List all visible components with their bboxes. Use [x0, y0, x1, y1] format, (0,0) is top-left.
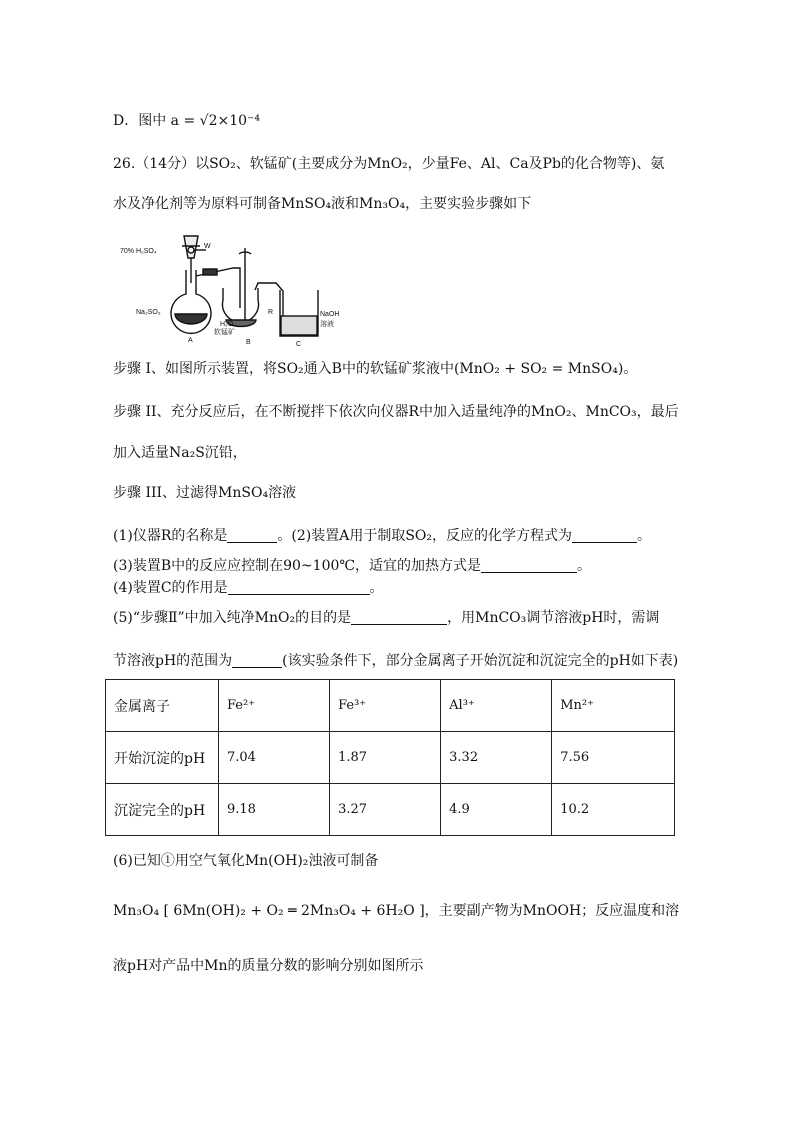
q3-text: (3)装置B中的反应应控制在90~100℃，适宜的加热方式是 [113, 558, 482, 574]
table-cell: 1.87 [330, 732, 441, 784]
question-4 [113, 577, 384, 597]
table-cell: 7.56 [552, 732, 675, 784]
q2-end: 。 [637, 528, 651, 544]
label-soln: 溶液 [320, 321, 334, 328]
question-6-line2 [113, 900, 679, 920]
table-cell: 3.27 [330, 784, 441, 836]
question-5-line2 [113, 650, 678, 670]
table-cell: 9.18 [219, 784, 330, 836]
step-1: 步骤 I、如图所示装置，将SO₂通入B中的软锰矿浆液中(MnO₂ + SO₂ = MnSO₄)。 [113, 361, 638, 377]
q5-note: (该实验条件下，部分金属离子开始沉淀和沉淀完全的pH如下表) [282, 653, 679, 669]
answer-blank-6[interactable] [232, 653, 282, 668]
table-row [106, 732, 675, 784]
option-d: D．图中 a = √2×10⁻⁴ [113, 113, 261, 129]
q26-intro-line1: 26.（14分）以SO₂、软锰矿(主要成分为MnO₂，少量Fe、Al、Ca及Pb的化合物等)、氨 [113, 156, 665, 172]
answer-blank-1[interactable] [227, 528, 277, 543]
q2-text: 。(2)装置A用于制取SO₂，反应的化学方程式为 [277, 528, 572, 544]
reaction-equation: Mn₃O₄ [ 6Mn(OH)₂ + O₂ ═ 2Mn₃O₄ + 6H₂O ] [113, 903, 425, 919]
question-6-line1: (6)已知①用空气氧化Mn(OH)₂浊液可制备 [113, 853, 379, 869]
answer-blank-5[interactable] [351, 610, 447, 625]
table-row [106, 784, 675, 836]
q4-text: (4)装置C的作用是 [113, 580, 228, 596]
label-acid: 70% H₂SO₄ [120, 248, 157, 255]
q26-intro-line2: 水及净化剂等为原料可制备MnSO₄液和Mn₃O₄，主要实验步骤如下 [113, 196, 532, 212]
label-ore: 软锰矿 [214, 329, 235, 336]
step-2-line2: 加入适量Na₂S沉铅， [113, 445, 247, 461]
label-c: C [296, 341, 302, 348]
table-cell: 4.9 [441, 784, 552, 836]
q6-text: ，主要副产物为MnOOH；反应温度和溶 [424, 903, 680, 919]
table-cell: 3.32 [441, 732, 552, 784]
table-cell: 7.04 [219, 732, 330, 784]
answer-blank-2[interactable] [572, 528, 637, 543]
label-r: R [268, 309, 274, 316]
table-header-cell: Mn²⁺ [552, 680, 675, 732]
precipitation-ph-table [105, 679, 675, 836]
label-b: B [246, 339, 251, 346]
table-cell: 沉淀完全的pH [106, 784, 219, 836]
table-header-row [106, 680, 675, 732]
q3-end: 。 [577, 558, 592, 574]
question-3 [113, 555, 591, 575]
step-2-line1: 步骤 II、充分反应后，在不断搅拌下依次向仪器R中加入适量纯净的MnO₂、MnCO₃，最后 [113, 404, 679, 420]
q5-text-2: ，用MnCO₃调节溶液pH时，需调 [447, 610, 660, 626]
table-header-cell: 金属离子 [106, 680, 219, 732]
label-naoh: NaOH [320, 311, 340, 318]
answer-blank-3[interactable] [481, 558, 577, 573]
step-3: 步骤 III、过滤得MnSO₄溶液 [113, 485, 297, 501]
label-w: W [204, 243, 211, 250]
table-header-cell: Fe³⁺ [330, 680, 441, 732]
apparatus-figure [118, 228, 358, 348]
table-cell: 10.2 [552, 784, 675, 836]
table-header-cell: Fe²⁺ [219, 680, 330, 732]
q4-end: 。 [369, 580, 384, 596]
answer-blank-4[interactable] [228, 580, 370, 595]
q1-text: (1)仪器R的名称是 [113, 528, 228, 544]
question-1-2 [113, 525, 651, 545]
question-6-line3: 液pH对产品中Mn的质量分数的影响分别如图所示 [113, 958, 424, 974]
q5-text: (5)“步骤Ⅱ”中加入纯净MnO₂的目的是 [113, 610, 352, 626]
question-5-line1 [113, 607, 659, 627]
q5-text-3: 节溶液pH的范围为 [113, 653, 233, 669]
table-cell: 开始沉淀的pH [106, 732, 219, 784]
label-water: H₂O [220, 321, 234, 328]
label-a: A [188, 337, 193, 344]
label-salt: Na₂SO₃ [136, 309, 161, 316]
table-header-cell: Al³⁺ [441, 680, 552, 732]
